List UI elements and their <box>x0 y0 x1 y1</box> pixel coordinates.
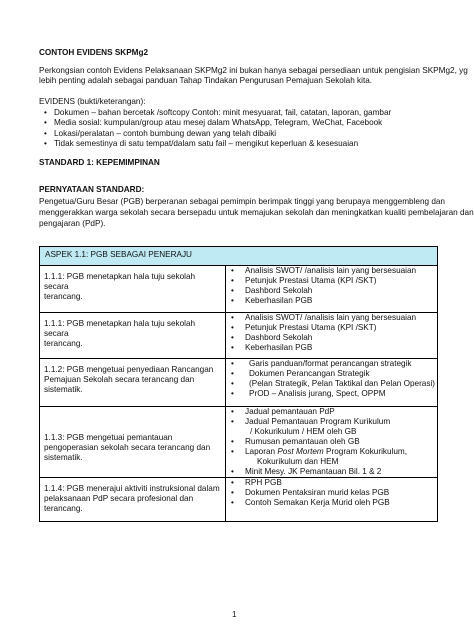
evidence-cell <box>226 359 438 407</box>
evidence-text-italic: Post Mortem <box>277 447 324 456</box>
table-header-row <box>40 247 438 266</box>
evidence-text: Program Kokurikulum, <box>323 447 408 456</box>
evidence-item: • Petunjuk Prestasi Utama (KPI /SKT) <box>228 323 435 333</box>
evidence-item: • Contoh Semakan Kerja Murid oleh PGB <box>228 498 435 508</box>
evidens-item: • Media sosial: kumpulan/group atau mesej dalam WhatsApp, Telegram, WeChat, Facebook <box>42 118 391 128</box>
evidence-item: • Garis panduan/format perancangan strategik <box>228 359 435 369</box>
table-row <box>40 478 438 522</box>
intro-line-2: lebih penting adalah sebagai panduan Tahap Tindakan Pengurusan Pemajuan Sekolah kita. <box>39 76 373 85</box>
evidence-item: • Minit Mesy. JK Pemantauan Bil. 1 & 2 <box>228 467 435 477</box>
criterion-cell <box>40 478 226 522</box>
pernyataan-line-2: menggerakkan warga sekolah secara bersepadu untuk memajukan sekolah dan meningkatkan kualiti pembelajaran dan <box>39 208 474 217</box>
criterion-cell <box>40 359 226 407</box>
pernyataan-line-3: pengajaran (PdP). <box>39 219 106 228</box>
evidence-item: • (Pelan Strategik, Pelan Taktikal dan Pelan Operasi) <box>228 379 435 389</box>
evidence-item: • Analisis SWOT/ /analisis lain yang bersesuaian <box>228 313 435 323</box>
criterion-text: Pemajuan Sekolah secara terancang dan <box>44 375 195 384</box>
page-number: 1 <box>232 610 237 619</box>
evidens-item: • Lokasi/peralatan – contoh bumbung dewan yang telah dibaiki <box>42 129 391 139</box>
criterion-text: sistematik. <box>44 453 83 462</box>
criterion-text: terancang. <box>44 339 83 348</box>
evidence-item <box>228 447 435 457</box>
table-row <box>40 359 438 407</box>
criterion-cell <box>40 407 226 478</box>
evidence-item: • Dokumen Perancangan Strategik <box>228 369 435 379</box>
evidence-text: Laporan <box>245 447 278 456</box>
criterion-text: 1.1.2: PGB mengetuai penyediaan Rancangan <box>44 365 214 374</box>
pernyataan-heading: PERNYATAAN STANDARD: <box>39 185 145 194</box>
criterion-text: terancang. <box>44 504 83 513</box>
evidence-item: • RPH PGB <box>228 478 435 488</box>
criterion-text: 1.1.1: PGB menetapkan hala tuju sekolah secara <box>44 319 196 338</box>
criterion-text: terancang. <box>44 292 83 301</box>
evidens-heading: EVIDENS (bukti/keterangan): <box>39 97 146 106</box>
evidens-item: • Dokumen – bahan bercetak /softcopy Contoh: minit mesyuarat, fail, catatan, laporan, gambar <box>42 108 391 118</box>
evidence-item-continued: / Kokurikulum / HEM oleh GB <box>250 427 357 436</box>
evidence-item: • Keberhasilan PGB <box>228 296 435 306</box>
evidence-item: • Petunjuk Prestasi Utama (KPI /SKT) <box>228 276 435 286</box>
evidence-cell <box>226 313 438 359</box>
table-row <box>40 407 438 478</box>
evidence-cell <box>226 407 438 478</box>
intro-line-1: Perkongsian contoh Evidens Pelaksanaan SKPMg2 ini bukan hanya sebagai persediaan untuk pengisian SKPMg2, yg <box>39 66 468 75</box>
criterion-text: 1.1.3: PGB mengetuai pemantauan <box>44 433 173 442</box>
criterion-text: sistematik. <box>44 385 83 394</box>
evidens-list <box>42 108 391 149</box>
document-title: CONTOH EVIDENS SKPMg2 <box>39 48 149 57</box>
criterion-text: 1.1.4: PGB menerajui aktiviti instruksional dalam <box>44 484 220 493</box>
evidence-item: • Jadual pemantauan PdP <box>228 407 435 417</box>
criterion-text: 1.1.1: PGB menetapkan hala tuju sekolah secara <box>44 272 196 291</box>
evidence-item: • Keberhasilan PGB <box>228 343 435 353</box>
criterion-text: pengoperasian sekolah secara terancang dan <box>44 443 211 452</box>
evidence-item: • PrOD – Analisis jurang, Spect, OPPM <box>228 389 435 399</box>
aspek-table <box>39 246 438 522</box>
evidence-item: • Dokumen Pentaksiran murid kelas PGB <box>228 488 435 498</box>
evidence-cell <box>226 478 438 522</box>
evidence-item: • Rumusan pemantauan oleh GB <box>228 437 435 447</box>
criterion-cell <box>40 266 226 313</box>
criterion-cell <box>40 313 226 359</box>
evidens-item: • Tidak semestinya di satu tempat/dalam satu fail – mengikut keperluan & kesesuaian <box>42 139 391 149</box>
pernyataan-line-1: Pengetua/Guru Besar (PGB) berperanan sebagai pemimpin berimpak tinggi yang berupaya menggembleng dan <box>39 197 445 206</box>
evidence-cell <box>226 266 438 313</box>
table-row <box>40 313 438 359</box>
evidence-item: • Dashbord Sekolah <box>228 286 435 296</box>
evidence-item-continued: Kokurikulum dan HEM <box>257 457 339 466</box>
aspek-header: ASPEK 1.1: PGB SEBAGAI PENERAJU <box>40 247 438 266</box>
standard-heading: STANDARD 1: KEPEMIMPINAN <box>39 158 160 167</box>
evidence-item: • Dashbord Sekolah <box>228 333 435 343</box>
evidence-item: • Jadual Pemantauan Program Kurikulum <box>228 417 435 427</box>
criterion-text: pelaksanaan PdP secara profesional dan <box>44 494 194 503</box>
evidence-item: • Analisis SWOT/ /analisis lain yang bersesuaian <box>228 266 435 276</box>
table-row <box>40 266 438 313</box>
